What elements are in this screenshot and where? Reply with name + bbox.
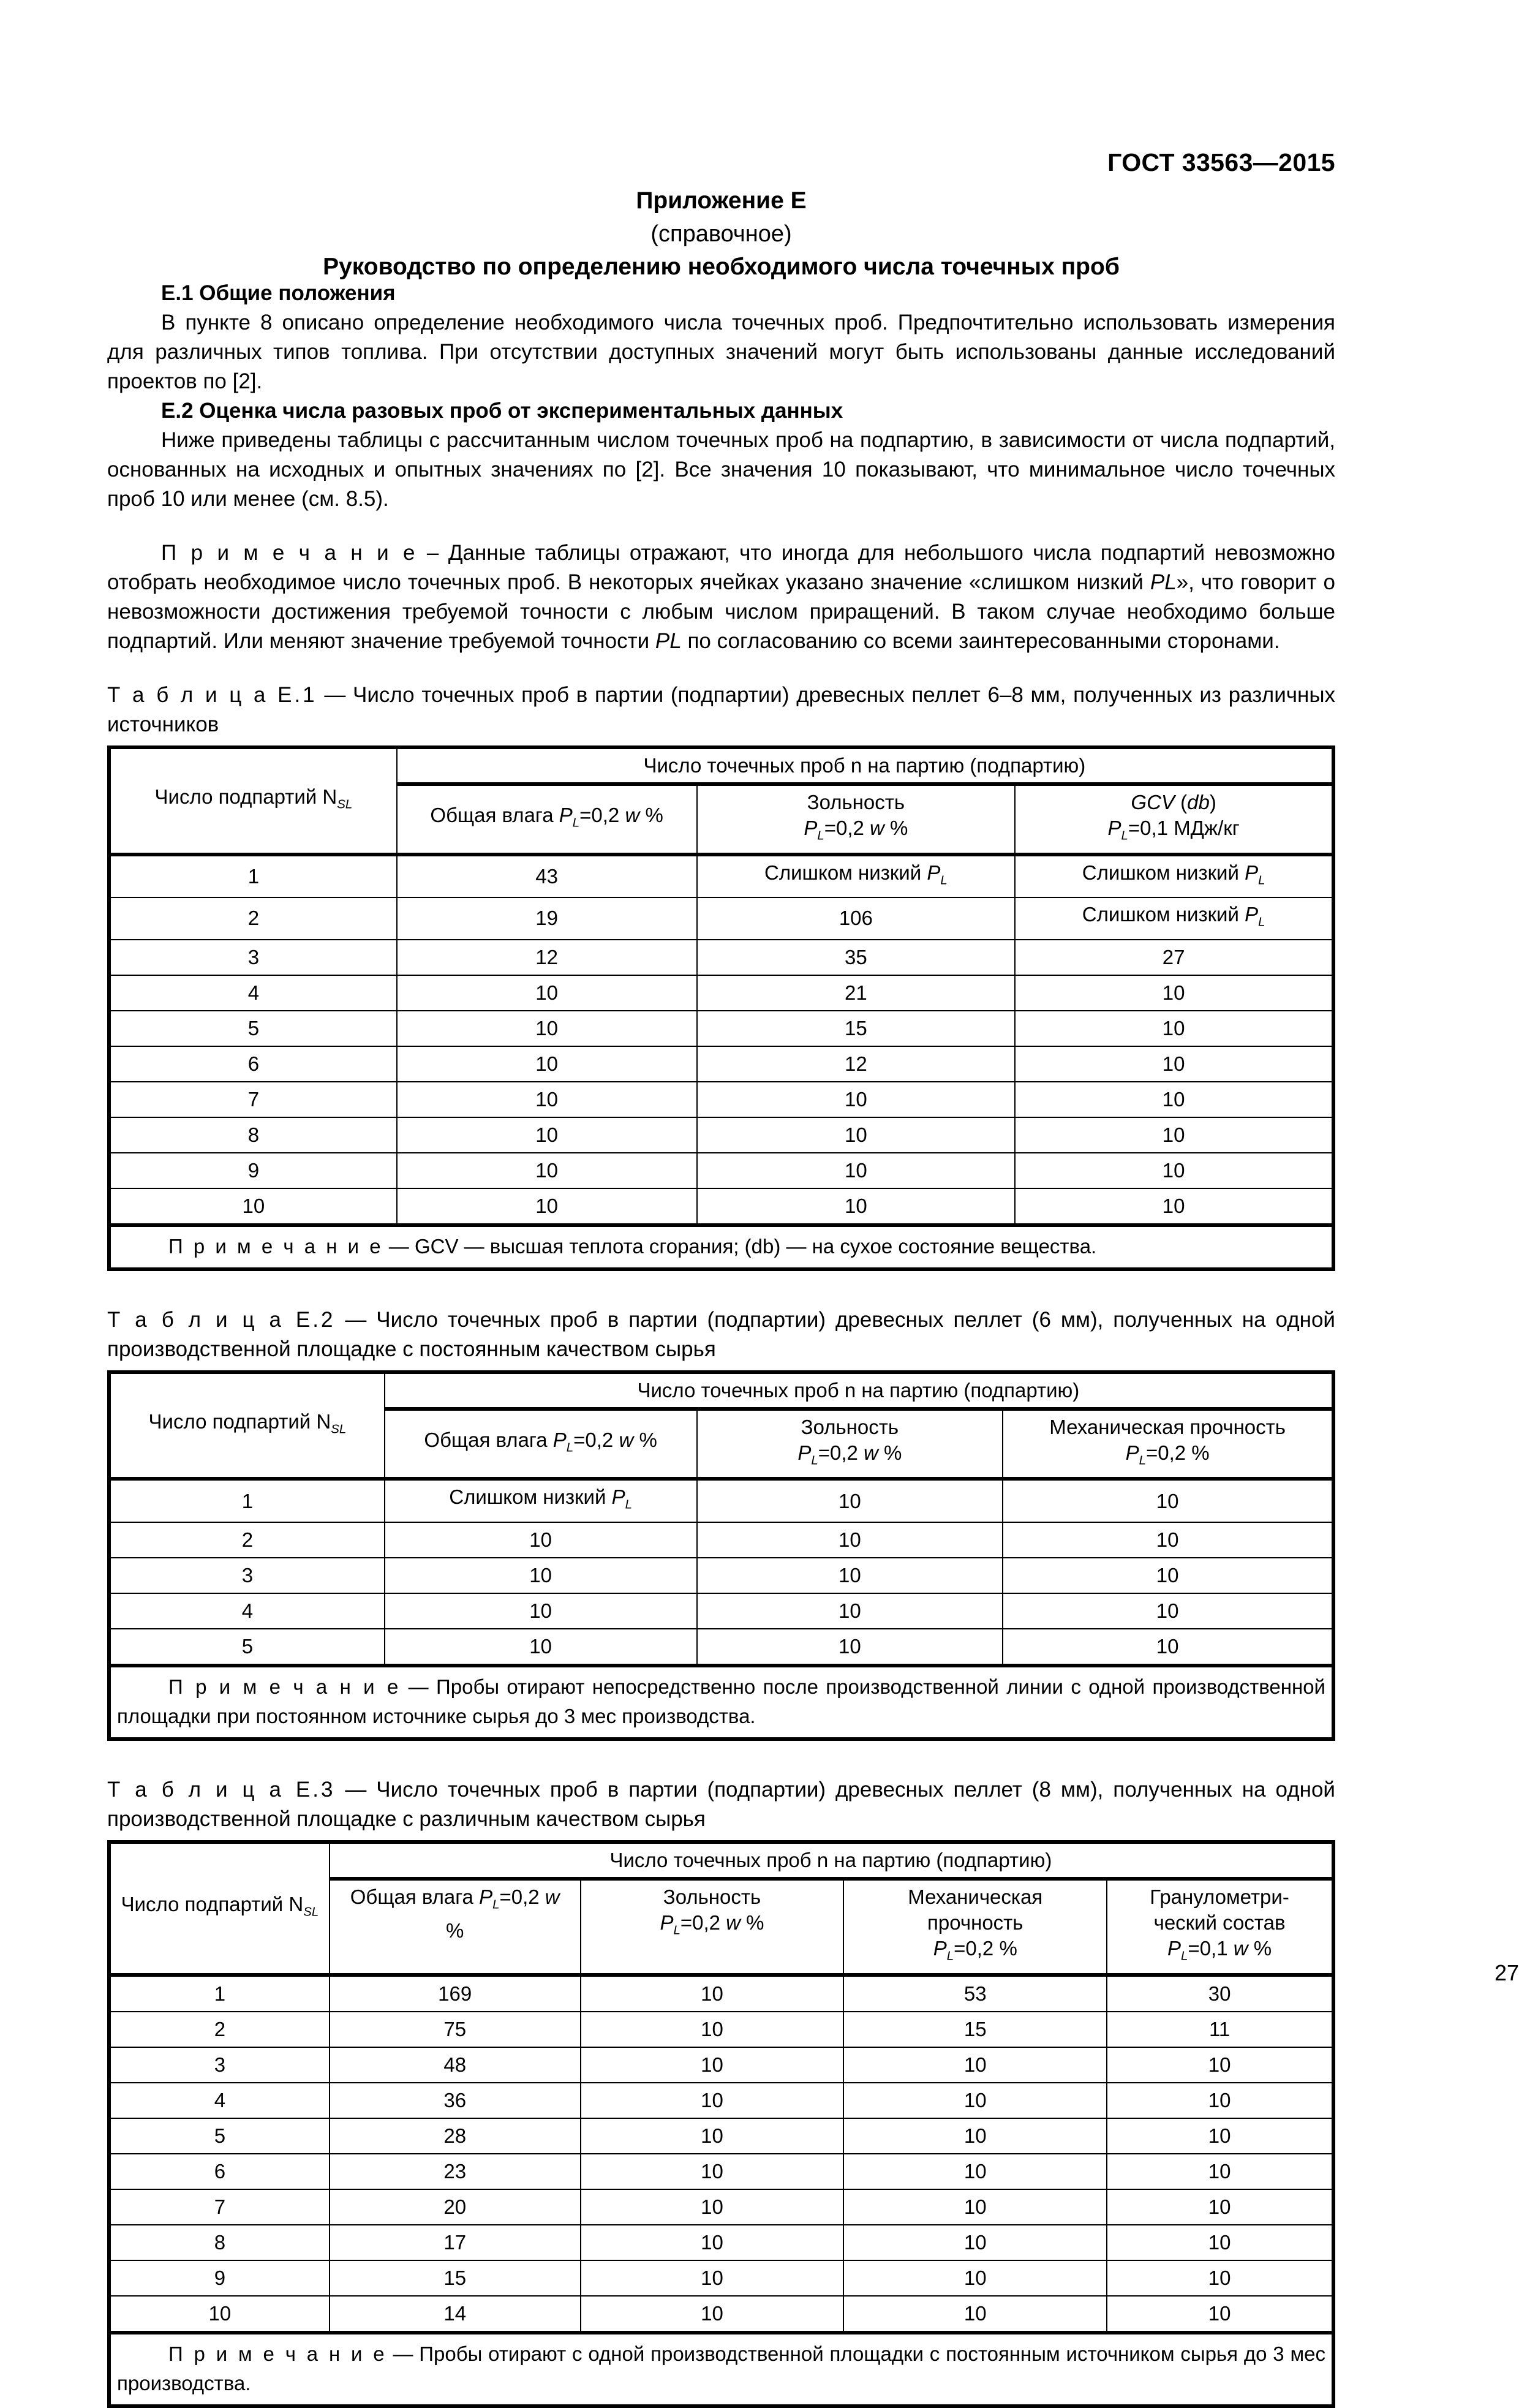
table-e3-col-ash: Зольность $P_L=0,2$ w % <box>581 1879 844 1975</box>
table-e3-col-nsl: Число подпартий $N_{SL}$ <box>109 1842 330 1975</box>
table-cell: 53 <box>843 1975 1107 2012</box>
table-cell: 10 <box>843 2189 1107 2225</box>
table-e3-col-moisture: Общая влага $P_L=0,2$ w % <box>330 1879 581 1975</box>
table-cell: 10 <box>1107 2189 1333 2225</box>
table-cell: 3 <box>109 1558 385 1593</box>
table-e1-col-moisture: Общая влага $P_L=0,2$ w % <box>397 784 697 855</box>
table-cell: 10 <box>1003 1558 1333 1593</box>
body-text-area <box>107 279 1335 2408</box>
section-e1-heading: Е.1 Общие положения <box>161 281 396 305</box>
table-row <box>109 975 1333 1011</box>
table-row <box>109 2225 1333 2260</box>
table-e2-caption-text: — Число точечных проб в партии (подпартии) древесных пеллет (6 мм), полученных на одной производственной площадке с постоянным качеством сырья <box>107 1307 1335 1361</box>
table-cell: 10 <box>1107 2154 1333 2189</box>
table-cell: 10 <box>581 2225 844 2260</box>
table-row <box>109 1479 1333 1522</box>
table-e1-span-header: Число точечных проб n на партию (подпартию) <box>397 747 1333 784</box>
table-cell: 10 <box>581 2296 844 2333</box>
note-label: П р и м е ч а н и е <box>161 541 418 565</box>
table-cell: 10 <box>697 1117 1016 1153</box>
table-cell: 7 <box>109 2189 330 2225</box>
table-cell: 8 <box>109 2225 330 2260</box>
table-row <box>109 1593 1333 1629</box>
table-cell: 10 <box>1015 1153 1333 1188</box>
table-cell: 10 <box>1003 1593 1333 1629</box>
table-cell: Слишком низкий $P_L$ <box>385 1479 697 1522</box>
note-text-part3: по согласованию со всеми заинтересованными сторонами. <box>681 629 1280 653</box>
table-cell: 10 <box>697 1558 1003 1593</box>
table-cell: 169 <box>330 1975 581 2012</box>
table-e1-caption-label: Т а б л и ц а Е.1 <box>107 683 317 707</box>
table-cell: 10 <box>843 2047 1107 2083</box>
note-text-part1: – Данные таблицы отражают, что иногда для небольшого числа подпартий невозможно отобрать необходимое число точечных проб. В некоторых ячейках указано значение «слишком низкий <box>107 541 1335 594</box>
table-e2 <box>107 1370 1335 1741</box>
table-cell: Слишком низкий $P_L$ <box>1015 855 1333 898</box>
table-cell: 10 <box>397 1082 697 1117</box>
table-row <box>109 1522 1333 1558</box>
table-cell: 106 <box>697 897 1016 940</box>
table-cell: 4 <box>109 1593 385 1629</box>
table-cell: 10 <box>1003 1629 1333 1666</box>
table-row <box>109 1629 1333 1666</box>
table-cell: 48 <box>330 2047 581 2083</box>
table-cell: 10 <box>397 1188 697 1225</box>
section-e2-heading: Е.2 Оценка числа разовых проб от экспериментальных данных <box>161 399 843 423</box>
table-cell: 19 <box>397 897 697 940</box>
table-cell: 10 <box>697 1593 1003 1629</box>
table-cell: 10 <box>697 1153 1016 1188</box>
table-row <box>109 897 1333 940</box>
appendix-label: Приложение Е <box>636 187 807 214</box>
table-cell: 15 <box>697 1011 1016 1046</box>
table-cell: Слишком низкий $P_L$ <box>697 855 1016 898</box>
section-e1-paragraph: В пункте 8 описано определение необходимого числа точечных проб. Предпочтительно использовать измерения для различных типов топлива. При отсутствии доступных значений могут быть использованы данные исследований проектов по [2]. <box>107 311 1335 393</box>
table-cell: 28 <box>330 2118 581 2154</box>
note-pl-1: PL <box>1150 570 1177 594</box>
table-row <box>109 2189 1333 2225</box>
appendix-kind: (справочное) <box>650 221 792 247</box>
table-cell: 36 <box>330 2083 581 2118</box>
table-cell: 4 <box>109 975 397 1011</box>
section-e2-paragraph: Ниже приведены таблицы с рассчитанным числом точечных проб на подпартию, в зависимости от числа подпартий, основанных на исходных и опытных значениях по [2]. Все значения 10 показывают, что минимальное число точечных проб 10 или менее (см. 8.5). <box>107 428 1335 511</box>
table-e1-col-ash: Зольность $P_L=0,2$ w % <box>697 784 1016 855</box>
table-e3-caption-label: Т а б л и ц а Е.3 <box>107 1777 336 1802</box>
table-e3-caption <box>107 1775 1335 1834</box>
table-row <box>109 2154 1333 2189</box>
table-cell: 15 <box>843 2012 1107 2047</box>
table-cell: 14 <box>330 2296 581 2333</box>
table-cell: 10 <box>397 975 697 1011</box>
table-cell: 27 <box>1015 940 1333 975</box>
table-e3-span-header: Число точечных проб n на партию (подпартию) <box>330 1842 1333 1879</box>
table-e3-note: П р и м е ч а н и е — Пробы отирают с одной производственной площадки с постоянным источником сырья до 3 мес производства. <box>109 2333 1333 2406</box>
table-e1 <box>107 745 1335 1271</box>
table-cell: 10 <box>697 1479 1003 1522</box>
table-cell: 20 <box>330 2189 581 2225</box>
table-cell: 2 <box>109 897 397 940</box>
table-cell: 10 <box>1015 1046 1333 1082</box>
table-cell: 1 <box>109 855 397 898</box>
table-e3-span-header-row <box>109 1842 1333 1879</box>
table-cell: 10 <box>1107 2296 1333 2333</box>
table-row <box>109 2012 1333 2047</box>
table-cell: 10 <box>581 1975 844 2012</box>
table-cell: 10 <box>1003 1479 1333 1522</box>
table-e3-body <box>109 1975 1333 2333</box>
table-e2-col-nsl: Число подпартий $N_{SL}$ <box>109 1372 385 1479</box>
table-row <box>109 1011 1333 1046</box>
table-cell: 10 <box>1015 1082 1333 1117</box>
table-cell: 10 <box>397 1117 697 1153</box>
table-cell: 10 <box>581 2260 844 2296</box>
table-cell: 10 <box>109 1188 397 1225</box>
table-cell: 15 <box>330 2260 581 2296</box>
table-cell: 12 <box>697 1046 1016 1082</box>
table-cell: 4 <box>109 2083 330 2118</box>
table-cell: 10 <box>697 1522 1003 1558</box>
table-cell: 1 <box>109 1975 330 2012</box>
table-cell: 2 <box>109 2012 330 2047</box>
table-e1-span-header-row <box>109 747 1333 784</box>
table-row <box>109 2118 1333 2154</box>
table-cell: 10 <box>1107 2225 1333 2260</box>
appendix-heading: Руководство по определению необходимого числа точечных проб <box>323 254 1120 280</box>
table-cell: 10 <box>843 2118 1107 2154</box>
table-cell: 30 <box>1107 1975 1333 2012</box>
table-cell: 10 <box>843 2154 1107 2189</box>
table-row <box>109 2296 1333 2333</box>
table-cell: 21 <box>697 975 1016 1011</box>
table-cell: 10 <box>697 1082 1016 1117</box>
table-cell: 10 <box>1107 2083 1333 2118</box>
table-cell: 6 <box>109 1046 397 1082</box>
table-e2-col-moisture: Общая влага $P_L=0,2$ w % <box>385 1409 697 1479</box>
table-cell: 5 <box>109 2118 330 2154</box>
table-row <box>109 1153 1333 1188</box>
table-cell: 9 <box>109 2260 330 2296</box>
table-cell: 10 <box>1003 1522 1333 1558</box>
table-e1-col-gcv: GCV (db) $P_L=0,1$ МДж/кг <box>1015 784 1333 855</box>
table-cell: 10 <box>581 2083 844 2118</box>
table-e3-col-granulometry: Гранулометри- ческий состав $P_L=0,1$ w % <box>1107 1879 1333 1975</box>
table-e1-col-nsl: Число подпартий $N_{SL}$ <box>109 747 397 855</box>
table-cell: 10 <box>397 1011 697 1046</box>
table-cell: 3 <box>109 940 397 975</box>
table-e3 <box>107 1840 1335 2408</box>
table-cell: 10 <box>1015 1117 1333 1153</box>
table-e2-body <box>109 1479 1333 1666</box>
table-cell: 10 <box>843 2260 1107 2296</box>
table-cell: 9 <box>109 1153 397 1188</box>
table-cell: 10 <box>385 1558 697 1593</box>
table-cell: 10 <box>1015 975 1333 1011</box>
table-row <box>109 1558 1333 1593</box>
table-cell: 10 <box>581 2047 844 2083</box>
table-cell: 8 <box>109 1117 397 1153</box>
note-text-part2: », что говорит о невозможности достижения требуемой точности с любым числом приращений. В таком случае необходимо больше подпартий. Или меняют значение требуемой точности <box>107 570 1336 653</box>
table-e1-body <box>109 855 1333 1225</box>
table-e2-col-durability: Механическая прочность $P_L=0,2$ % <box>1003 1409 1333 1479</box>
table-e3-col-durability: Механическая прочность $P_L=0,2$ % <box>843 1879 1107 1975</box>
table-e1-caption <box>107 681 1335 739</box>
table-cell: 5 <box>109 1011 397 1046</box>
table-cell: 10 <box>1015 1011 1333 1046</box>
table-cell: 10 <box>1107 2047 1333 2083</box>
table-row <box>109 940 1333 975</box>
table-row <box>109 1975 1333 2012</box>
table-cell: 2 <box>109 1522 385 1558</box>
table-e1-note: П р и м е ч а н и е — GCV — высшая теплота сгорания; (db) — на сухое состояние вещества. <box>109 1225 1333 1269</box>
table-cell: 6 <box>109 2154 330 2189</box>
table-cell: 10 <box>109 2296 330 2333</box>
table-cell: 10 <box>843 2083 1107 2118</box>
table-cell: 75 <box>330 2012 581 2047</box>
table-cell: 35 <box>697 940 1016 975</box>
table-cell: 11 <box>1107 2012 1333 2047</box>
appendix-title-block <box>107 184 1335 284</box>
table-row <box>109 2047 1333 2083</box>
table-cell: 10 <box>581 2118 844 2154</box>
table-cell: 10 <box>1107 2260 1333 2296</box>
table-row <box>109 1082 1333 1117</box>
table-cell: 43 <box>397 855 697 898</box>
general-note-paragraph <box>107 538 1335 656</box>
table-e1-caption-text: — Число точечных проб в партии (подпартии) древесных пеллет 6–8 мм, полученных из различных источников <box>107 683 1335 736</box>
table-e2-note-row <box>109 1666 1333 1739</box>
table-cell: 10 <box>385 1522 697 1558</box>
table-cell: 10 <box>843 2296 1107 2333</box>
table-row <box>109 1117 1333 1153</box>
table-cell: 10 <box>1107 2118 1333 2154</box>
table-e2-caption <box>107 1305 1335 1364</box>
table-e2-caption-label: Т а б л и ц а Е.2 <box>107 1307 336 1332</box>
table-e2-span-header: Число точечных проб n на партию (подпартию) <box>385 1372 1333 1409</box>
table-cell: 12 <box>397 940 697 975</box>
table-row <box>109 2083 1333 2118</box>
table-row <box>109 2260 1333 2296</box>
table-e3-caption-text: — Число точечных проб в партии (подпартии) древесных пеллет (8 мм), полученных на одной производственной площадке с различным качеством сырья <box>107 1777 1335 1831</box>
table-row <box>109 855 1333 898</box>
table-e2-col-ash: Зольность $P_L=0,2$ w % <box>697 1409 1003 1479</box>
table-cell: 10 <box>581 2012 844 2047</box>
standard-number: ГОСТ 33563—2015 <box>1107 148 1335 176</box>
table-e3-note-row <box>109 2333 1333 2406</box>
table-cell: 10 <box>385 1593 697 1629</box>
table-cell: 23 <box>330 2154 581 2189</box>
table-cell: 10 <box>697 1188 1016 1225</box>
table-cell: 5 <box>109 1629 385 1666</box>
table-cell: 10 <box>385 1629 697 1666</box>
table-row <box>109 1046 1333 1082</box>
table-cell: 10 <box>843 2225 1107 2260</box>
table-e2-span-header-row <box>109 1372 1333 1409</box>
table-cell: 1 <box>109 1479 385 1522</box>
note-pl-2: PL <box>655 629 682 653</box>
table-cell: 10 <box>397 1153 697 1188</box>
table-cell: 10 <box>581 2189 844 2225</box>
table-cell: 10 <box>397 1046 697 1082</box>
table-cell: 10 <box>697 1629 1003 1666</box>
table-cell: 7 <box>109 1082 397 1117</box>
table-cell: 17 <box>330 2225 581 2260</box>
table-e1-note-row <box>109 1225 1333 1269</box>
table-cell: Слишком низкий $P_L$ <box>1015 897 1333 940</box>
table-cell: 10 <box>1015 1188 1333 1225</box>
table-cell: 3 <box>109 2047 330 2083</box>
table-row <box>109 1188 1333 1225</box>
table-cell: 10 <box>581 2154 844 2189</box>
page-number: 27 <box>1494 1960 1519 1985</box>
table-e2-note: П р и м е ч а н и е — Пробы отирают непосредственно после производственной линии с одной производственной площадки при постоянном источнике сырья до 3 мес производства. <box>109 1666 1333 1739</box>
